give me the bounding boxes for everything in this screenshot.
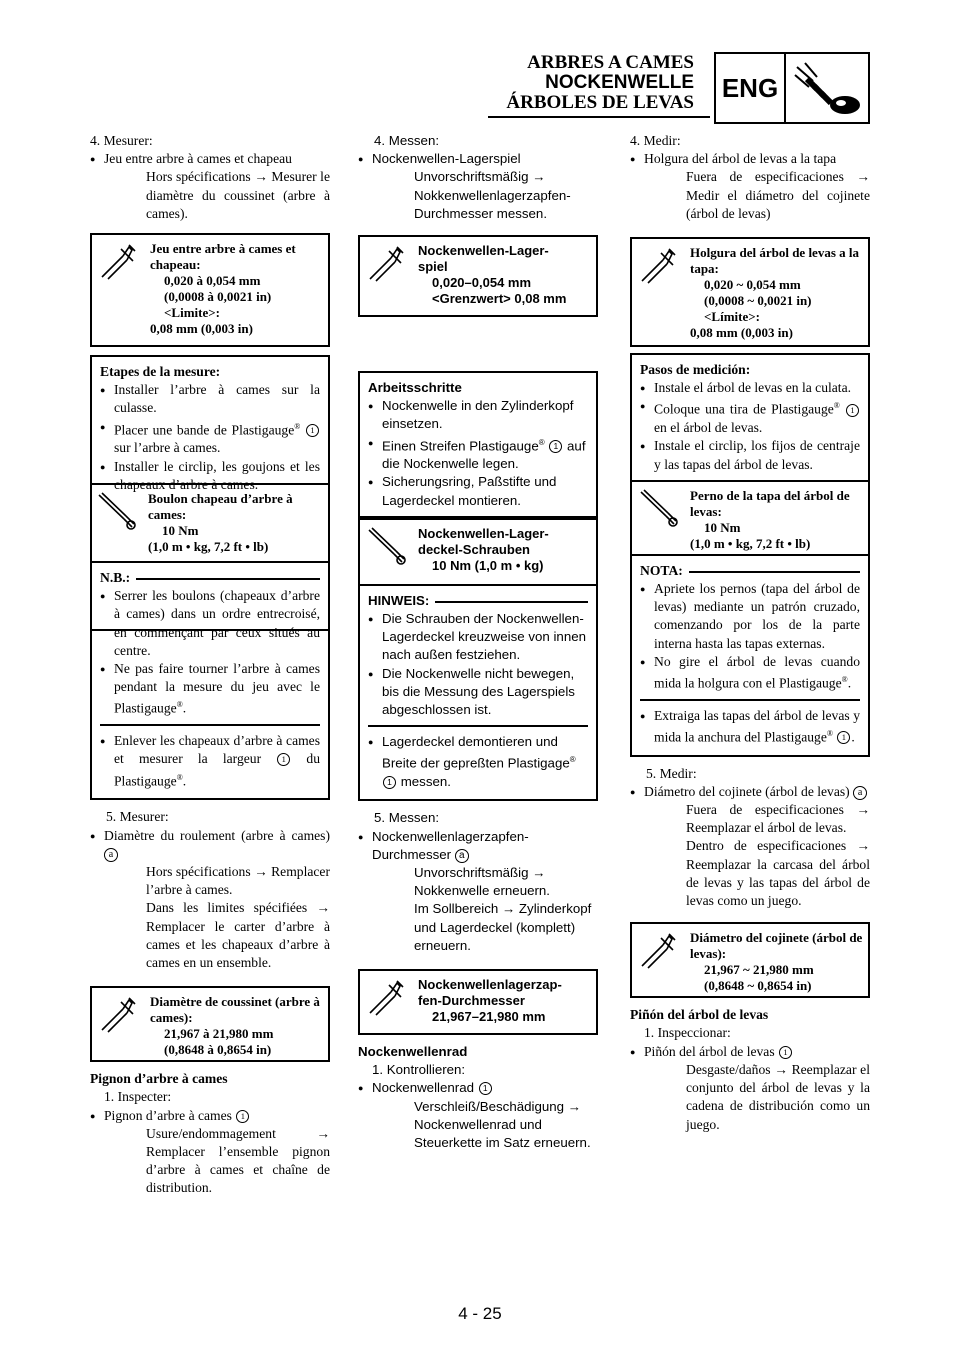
de-spec1-title1: Nockenwellen-Lager- xyxy=(418,243,549,259)
fr-spec1-v3: <Limite>: xyxy=(164,305,220,321)
fr-note-title: N.B.: xyxy=(100,569,136,587)
de-step5-title: 5. Messen: xyxy=(374,810,440,826)
es-step4-bullet: ● Holgura del árbol de levas a la tapa xyxy=(630,150,870,168)
measuring-caliper-icon xyxy=(360,237,414,315)
measuring-caliper-icon xyxy=(632,239,686,345)
de-spec1-title2: spiel xyxy=(418,259,448,275)
de-final-bullet: ● Lagerdeckel demontieren und Breite der gepreßten Plastigage® 1 messen. xyxy=(368,733,588,791)
de-torque-v1: 10 Nm (1,0 m • kg) xyxy=(432,557,544,573)
es-torque-title: Perno de la tapa del árbol de levas: xyxy=(690,487,850,519)
de-spec1-v1: 0,020–0,054 mm xyxy=(432,275,532,291)
column-fr xyxy=(90,132,330,1198)
es-spec1-v2: (0,0008 ~ 0,0021 in) xyxy=(704,293,812,309)
es-steps-b1: ● Instale el árbol de levas en la culata. xyxy=(640,379,860,397)
es-spec1-v3: <Límite>: xyxy=(704,309,760,325)
fr-note-rule xyxy=(100,724,320,726)
es-note-b1: ● Apriete los pernos (tapa del árbol de levas) mediante un patrón cruzado, comenzando por los de la parte interna hasta las tapas externas. xyxy=(640,580,860,653)
es-spec-clearance xyxy=(630,237,870,347)
es-spec1-title: Holgura del árbol de levas a la tapa: xyxy=(690,245,859,277)
es-torque-spec xyxy=(630,482,870,554)
de-torque-spec xyxy=(358,518,598,584)
measuring-caliper-icon xyxy=(360,971,414,1033)
es-measure-steps xyxy=(630,353,870,482)
es-steps-title: Pasos de medición: xyxy=(640,362,751,378)
de-spec-clearance xyxy=(358,235,598,317)
fr-sub-title: Pignon d’arbre à cames xyxy=(90,1071,228,1087)
fr-spec-clearance xyxy=(90,233,330,347)
es-spec2-title: Diámetro del cojinete (árbol de levas): xyxy=(690,930,863,962)
header-title-es: ÁRBOLES DE LEVAS xyxy=(506,92,694,113)
es-step5-in: Dentro de especificaciones → Reemplazar la carcasa del árbol de levas y las tapas del árbol de levas como un juego. xyxy=(686,838,870,909)
es-spec2-v2: (0,8648 ~ 0,8654 in) xyxy=(704,978,812,994)
fr-step5-in: Dans les limites spécifiées → Remplacer le carter d’arbre à cames et les chapeaux d’arbre à cames en un ensemble. xyxy=(146,900,330,970)
es-step5-title: 5. Medir: xyxy=(646,765,697,781)
measuring-caliper-icon xyxy=(632,924,686,996)
header-title-de: NOCKENWELLE xyxy=(545,72,694,93)
de-step5-bullet: ● Nockenwellenlagerzapfen-Durchmesser a xyxy=(358,828,598,864)
de-note-block xyxy=(358,584,598,801)
torque-wrench-icon xyxy=(360,520,414,584)
de-sub-step1: 1. Kontrollieren: xyxy=(372,1062,466,1078)
measuring-caliper-icon xyxy=(92,235,146,345)
fr-torque-v1: 10 Nm xyxy=(162,523,199,539)
fr-torque-title: Boulon chapeau d’arbre à cames: xyxy=(148,491,293,523)
de-spec1-v2: <Grenzwert> 0,08 mm xyxy=(432,291,567,307)
fr-torque-spec xyxy=(90,483,330,563)
de-measure-steps xyxy=(358,371,598,518)
fr-steps-b2: ● Placer une bande de Plastigauge® 1 sur l’arbre à cames. xyxy=(100,418,320,458)
ref-marker-1: 1 xyxy=(306,424,319,437)
de-sub-bullet: ● Nockenwellenrad 1 xyxy=(358,1079,598,1097)
de-spec2-v1: 21,967–21,980 mm xyxy=(432,1008,546,1024)
fr-spec2-v1: 21,967 à 21,980 mm xyxy=(164,1026,274,1042)
de-step5-in: Im Sollbereich → Zylinderkopf und Lagerdeckel (komplett) erneuern. xyxy=(414,901,592,953)
fr-step5-out: Hors spécifications → Remplacer l’arbre à cames. xyxy=(146,863,330,898)
header-rule xyxy=(488,116,710,118)
de-note-b2: ● Die Nockenwelle nicht bewegen, bis die Messung des Lagerspiels abgeschlossen ist. xyxy=(368,665,588,720)
fr-spec1-v2: (0,0008 à 0,0021 in) xyxy=(164,289,272,305)
fr-steps-b1: ● Installer l’arbre à cames sur la culasse. xyxy=(100,381,320,417)
de-steps-b2: ● Einen Streifen Plastigauge® 1 auf die Nockenwelle legen. xyxy=(368,434,588,474)
de-note-rule xyxy=(368,725,588,727)
de-note-b1: ● Die Schrauben der Nockenwellen-Lagerdeckel kreuzweise von innen nach außen festziehen. xyxy=(368,610,588,665)
fr-step5-bullet: ● Diamètre du roulement (arbre à cames) a xyxy=(90,827,330,863)
torque-wrench-icon xyxy=(90,485,144,561)
es-step4-title: 4. Medir: xyxy=(630,133,681,148)
torque-wrench-icon xyxy=(632,482,686,554)
de-step4-bullet: ● Nockenwellen-Lagerspiel xyxy=(358,150,598,168)
es-note-rule xyxy=(640,699,860,701)
de-step4-title: 4. Messen: xyxy=(374,133,440,148)
page-number: 4 - 25 xyxy=(458,1304,502,1323)
fr-spec-journal xyxy=(90,986,330,1062)
es-steps-b3: ● Instale el circlip, los fijos de centraje y las tapas del árbol de levas. xyxy=(640,437,860,473)
column-es xyxy=(630,132,870,1134)
es-step5-out: Fuera de especificaciones → Reemplazar el árbol de levas. xyxy=(686,802,870,836)
fr-spec1-v4: 0,08 mm (0,003 in) xyxy=(150,321,253,337)
de-spec2-title1: Nockenwellenlagerzap- xyxy=(418,976,562,992)
de-torque-title1: Nockenwellen-Lager- xyxy=(418,525,549,541)
es-sub-step1: 1. Inspeccionar: xyxy=(644,1025,731,1041)
column-de xyxy=(358,132,598,1152)
fr-note-b1: ● Serrer les boulons (chapeaux d’arbre à cames) dans un ordre entrecroisé, en commençant par ceux situés au centre. xyxy=(100,587,320,660)
es-spec1-v1: 0,020 ~ 0,054 mm xyxy=(704,277,801,293)
fr-steps-title: Etapes de la mesure: xyxy=(100,364,221,380)
camshaft-icon xyxy=(786,54,868,122)
de-spec2-title2: fen-Durchmesser xyxy=(418,992,525,1008)
fr-torque-v2: (1,0 m • kg, 7,2 ft • lb) xyxy=(148,539,269,555)
fr-note-block xyxy=(90,563,330,800)
fr-steps-b3: ● Installer le circlip, les goujons et les chapeaux d’arbre à cames. xyxy=(100,458,320,494)
de-steps-title: Arbeitsschritte xyxy=(368,380,462,396)
de-step4-out: Unvorschriftsmäßig → Nokkenwellenlagerzapfen-Durchmesser messen. xyxy=(414,169,571,221)
section-badge xyxy=(714,52,870,124)
fr-sub-bullet: ● Pignon d’arbre à cames 1 xyxy=(90,1107,330,1125)
es-note-block xyxy=(630,554,870,757)
fr-step4-title: 4. Mesurer: xyxy=(90,133,153,148)
es-spec-journal xyxy=(630,922,870,998)
fr-spec1-title: Jeu entre arbre à cames et chapeau: xyxy=(150,241,296,273)
fr-step5-title: 5. Mesurer: xyxy=(106,809,169,825)
es-steps-b2: ● Coloque una tira de Plastigauge® 1 en el árbol de levas. xyxy=(640,397,860,437)
fr-sub-text: Usure/endommagement → Remplacer l’ensemble pignon d’arbre à cames et chaîne de distribution. xyxy=(146,1125,330,1196)
es-sub-bullet: ● Piñón del árbol de levas 1 xyxy=(630,1043,870,1061)
es-step5-bullet: ● Diámetro del cojinete (árbol de levas) a xyxy=(630,783,870,801)
es-sub-title: Piñón del árbol de levas xyxy=(630,1007,769,1023)
header-title-fr: ARBRES A CAMES xyxy=(527,52,694,73)
fr-spec2-v2: (0,8648 à 0,8654 in) xyxy=(164,1042,272,1058)
de-note xyxy=(368,592,588,610)
de-sub-text: Verschleiß/Beschädigung → Nockenwellenrad und Steuerkette im Satz erneuern. xyxy=(414,1098,591,1150)
de-steps-b3: ● Sicherungsring, Paßstifte und Lagerdeckel montieren. xyxy=(368,473,588,509)
es-note xyxy=(640,562,860,580)
es-note-b2: ● No gire el árbol de levas cuando mida la holgura con el Plastigauge®. xyxy=(640,653,860,693)
de-steps-b1: ● Nockenwelle in den Zylinderkopf einsetzen. xyxy=(368,397,588,433)
fr-final-bullet: ● Enlever les chapeaux d’arbre à cames et mesurer la largeur 1 du Plastigauge®. xyxy=(100,732,320,790)
de-note-title: HINWEIS: xyxy=(368,592,435,610)
fr-spec2-title: Diamètre de coussinet (arbre à cames): xyxy=(150,994,320,1026)
fr-step4-bullet: ● Jeu entre arbre à cames et chapeau xyxy=(90,150,330,168)
es-step4-out: Fuera de especificaciones → Medir el diámetro del cojinete (árbol de levas) xyxy=(686,169,870,221)
de-torque-title2: deckel-Schrauben xyxy=(418,541,530,557)
de-spec-journal xyxy=(358,969,598,1035)
es-torque-v2: (1,0 m • kg, 7,2 ft • lb) xyxy=(690,535,811,551)
es-spec1-v4: 0,08 mm (0,003 in) xyxy=(690,325,793,341)
fr-spec1-v1: 0,020 à 0,054 mm xyxy=(164,273,261,289)
fr-step4-out: Hors spécifications → Mesurer le diamètre du coussinet (arbre à cames). xyxy=(146,169,330,221)
fr-note xyxy=(100,569,320,587)
fr-note-b2: ● Ne pas faire tourner l’arbre à cames pendant la mesure du jeu avec le Plastigauge®. xyxy=(100,660,320,718)
measuring-caliper-icon xyxy=(92,988,146,1060)
de-step5-out: Unvorschriftsmäßig → Nokkenwelle erneuern. xyxy=(414,864,551,899)
es-spec2-v1: 21,967 ~ 21,980 mm xyxy=(704,962,814,978)
fr-sub-step1: 1. Inspecter: xyxy=(104,1089,172,1105)
es-torque-v1: 10 Nm xyxy=(704,519,741,535)
es-final-bullet: ● Extraiga las tapas del árbol de levas y mida la anchura del Plastigauge® 1 . xyxy=(640,707,860,747)
es-sub-text: Desgaste/daños → Reemplazar el conjunto del árbol de levas y la cadena de distribución como un juego. xyxy=(686,1061,870,1132)
section-label: ENG xyxy=(716,54,786,122)
de-sub-title: Nockenwellenrad xyxy=(358,1043,468,1059)
es-note-title: NOTA: xyxy=(640,562,689,580)
